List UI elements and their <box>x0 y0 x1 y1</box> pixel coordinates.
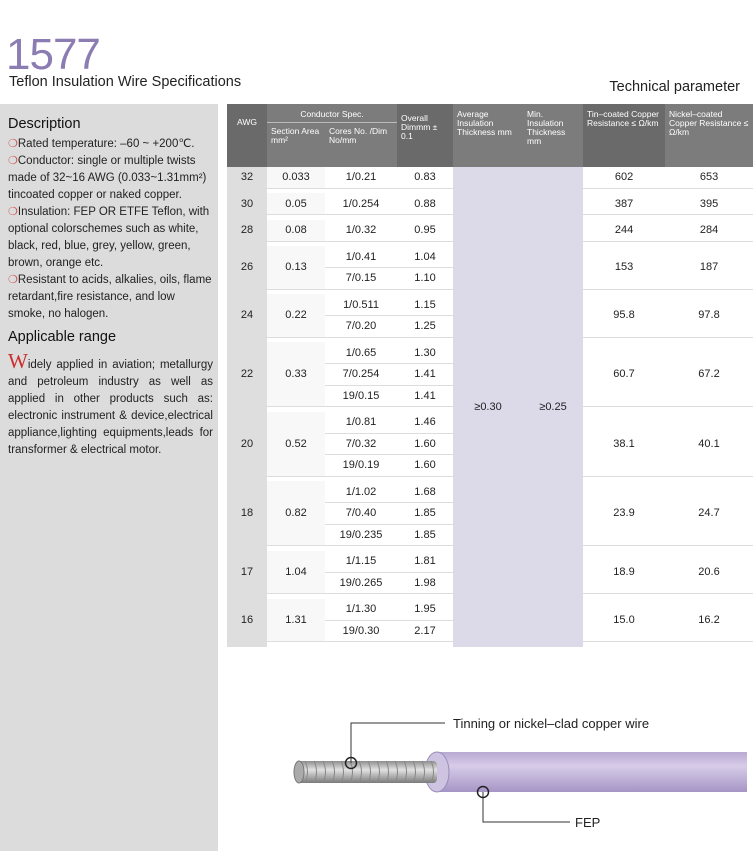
nickel-resistance-cell: 97.8 <box>665 294 753 337</box>
overall-cell: 1.85 <box>397 524 453 546</box>
avg-insulation-cell: ≥0.30 <box>453 167 523 647</box>
overall-cell: 1.81 <box>397 551 453 573</box>
cores-cell: 1/1.02 <box>325 481 397 503</box>
cores-cell: 1/0.254 <box>325 193 397 215</box>
overall-cell: 1.60 <box>397 455 453 477</box>
cores-cell: 7/0.32 <box>325 433 397 455</box>
product-number: 1577 <box>6 30 100 79</box>
description-item: ❍Rated temperature: –60 ~ +200℃. <box>8 138 195 150</box>
nickel-resistance-cell: 653 <box>665 167 753 189</box>
cores-cell: 1/0.81 <box>325 412 397 434</box>
cores-cell: 7/0.20 <box>325 316 397 338</box>
wire-illustration <box>227 680 754 851</box>
awg-cell: 20 <box>227 412 267 477</box>
min-insulation-cell: ≥0.25 <box>523 167 583 647</box>
fep-callout-line <box>483 792 570 822</box>
technical-parameter-heading: Technical parameter <box>609 79 740 95</box>
tin-resistance-cell: 95.8 <box>583 294 665 337</box>
awg-cell: 30 <box>227 193 267 215</box>
nickel-resistance-cell: 67.2 <box>665 342 753 407</box>
section-area-cell: 0.13 <box>267 246 325 289</box>
description-heading: Description <box>8 116 81 132</box>
section-area-cell: 0.033 <box>267 167 325 189</box>
header-section-area: Section Area mm² <box>267 123 325 167</box>
header-cores-no: Cores No. /Dim No/mm <box>325 123 397 167</box>
bullet-icon: ❍ <box>8 206 18 218</box>
page-subtitle: Teflon Insulation Wire Specifications <box>9 74 242 90</box>
table-row <box>227 167 753 189</box>
tin-resistance-cell: 38.1 <box>583 412 665 477</box>
applicable-range-text: Widely applied in aviation; metallurgy and petroleum industry as well as applied in other products such as: electronic instrument & device,electrical appliance,lighting equipments,leads for transformer & electrical motor. <box>8 349 213 456</box>
cores-cell: 1/0.511 <box>325 294 397 316</box>
wire-label: Tinning or nickel–clad copper wire <box>453 716 650 731</box>
nickel-resistance-cell: 395 <box>665 193 753 215</box>
gap-cell <box>665 642 753 647</box>
awg-cell: 22 <box>227 342 267 407</box>
tin-resistance-cell: 15.0 <box>583 599 665 642</box>
awg-cell: 28 <box>227 220 267 242</box>
cores-cell: 1/0.41 <box>325 246 397 268</box>
spec-table <box>227 104 753 647</box>
overall-cell: 1.41 <box>397 364 453 386</box>
overall-cell: 1.95 <box>397 599 453 621</box>
overall-cell: 0.83 <box>397 167 453 189</box>
spec-table-body <box>227 167 753 647</box>
cores-cell: 1/0.32 <box>325 220 397 242</box>
awg-cell: 16 <box>227 599 267 642</box>
description-item: ❍Conductor: single or multiple twists made of 32~16 AWG (0.033~1.31mm²) tincoated copper or naked copper. <box>8 155 207 201</box>
cores-cell: 19/0.30 <box>325 620 397 642</box>
section-area-cell: 0.08 <box>267 220 325 242</box>
section-area-cell: 0.82 <box>267 481 325 546</box>
overall-cell: 1.15 <box>397 294 453 316</box>
nickel-resistance-cell: 16.2 <box>665 599 753 642</box>
nickel-resistance-cell: 284 <box>665 220 753 242</box>
drop-cap: W <box>8 349 28 373</box>
header-awg: AWG <box>227 104 267 167</box>
overall-cell: 1.41 <box>397 385 453 407</box>
awg-cell: 18 <box>227 481 267 546</box>
awg-cell: 32 <box>227 167 267 189</box>
overall-cell: 1.30 <box>397 342 453 364</box>
overall-cell: 1.10 <box>397 268 453 290</box>
overall-cell: 1.25 <box>397 316 453 338</box>
fep-label: FEP <box>575 815 601 830</box>
overall-cell: 1.60 <box>397 433 453 455</box>
tin-resistance-cell: 18.9 <box>583 551 665 594</box>
nickel-resistance-cell: 24.7 <box>665 481 753 546</box>
cores-cell: 19/0.235 <box>325 524 397 546</box>
bullet-icon: ❍ <box>8 155 18 167</box>
gap-cell <box>397 642 453 647</box>
nickel-resistance-cell: 187 <box>665 246 753 289</box>
tin-resistance-cell: 387 <box>583 193 665 215</box>
awg-cell: 26 <box>227 246 267 289</box>
header-overall: Overall Dimmm ± 0.1 <box>397 104 453 167</box>
conductor-end <box>294 761 304 783</box>
description-list <box>0 136 218 323</box>
overall-cell: 1.04 <box>397 246 453 268</box>
cores-cell: 7/0.254 <box>325 364 397 386</box>
sidebar <box>0 104 218 851</box>
header-avg-insulation: Average Insulation Thickness mm <box>453 104 523 167</box>
section-area-cell: 0.52 <box>267 412 325 477</box>
cores-cell: 1/1.15 <box>325 551 397 573</box>
overall-cell: 0.95 <box>397 220 453 242</box>
tin-resistance-cell: 244 <box>583 220 665 242</box>
tin-resistance-cell: 153 <box>583 246 665 289</box>
bullet-icon: ❍ <box>8 274 18 286</box>
section-area-cell: 1.04 <box>267 551 325 594</box>
awg-cell: 17 <box>227 551 267 594</box>
description-item: ❍Insulation: FEP OR ETFE Teflon, with optional colorschemes such as white, black, red, blue, grey, yellow, green, brown, orange etc. <box>8 206 210 269</box>
overall-cell: 2.17 <box>397 620 453 642</box>
description-item: ❍Resistant to acids, alkalies, oils, flame retardant,fire resistance, and low smoke, no halogen. <box>8 274 212 320</box>
gap-cell <box>267 642 325 647</box>
tin-resistance-cell: 602 <box>583 167 665 189</box>
cores-cell: 7/0.40 <box>325 503 397 525</box>
gap-cell <box>583 642 665 647</box>
section-area-cell: 0.33 <box>267 342 325 407</box>
wire-diagram <box>227 680 754 851</box>
overall-cell: 1.68 <box>397 481 453 503</box>
cores-cell: 19/0.19 <box>325 455 397 477</box>
bullet-icon: ❍ <box>8 138 18 150</box>
nickel-resistance-cell: 20.6 <box>665 551 753 594</box>
applicable-range-heading: Applicable range <box>8 329 117 345</box>
section-area-cell: 1.31 <box>267 599 325 642</box>
cores-cell: 1/1.30 <box>325 599 397 621</box>
spec-table-wrap <box>227 104 753 647</box>
cores-cell: 19/0.265 <box>325 572 397 594</box>
gap-cell <box>227 642 267 647</box>
overall-cell: 1.46 <box>397 412 453 434</box>
overall-cell: 1.98 <box>397 572 453 594</box>
awg-cell: 24 <box>227 294 267 337</box>
section-area-cell: 0.05 <box>267 193 325 215</box>
cores-cell: 1/0.21 <box>325 167 397 189</box>
cores-cell: 7/0.15 <box>325 268 397 290</box>
header-tin-coated: Tin–coated Copper Resistance ≤ Ω/km <box>583 104 665 167</box>
overall-cell: 1.85 <box>397 503 453 525</box>
gap-cell <box>325 642 397 647</box>
cores-cell: 1/0.65 <box>325 342 397 364</box>
header-conductor-spec: Conductor Spec. <box>267 104 397 123</box>
overall-cell: 0.88 <box>397 193 453 215</box>
tin-resistance-cell: 23.9 <box>583 481 665 546</box>
header-min-insulation: Min. Insulation Thickness mm <box>523 104 583 167</box>
header-nickel-coated: Nickel–coated Copper Resistance ≤ Ω/km <box>665 104 753 167</box>
cores-cell: 19/0.15 <box>325 385 397 407</box>
nickel-resistance-cell: 40.1 <box>665 412 753 477</box>
section-area-cell: 0.22 <box>267 294 325 337</box>
tin-resistance-cell: 60.7 <box>583 342 665 407</box>
